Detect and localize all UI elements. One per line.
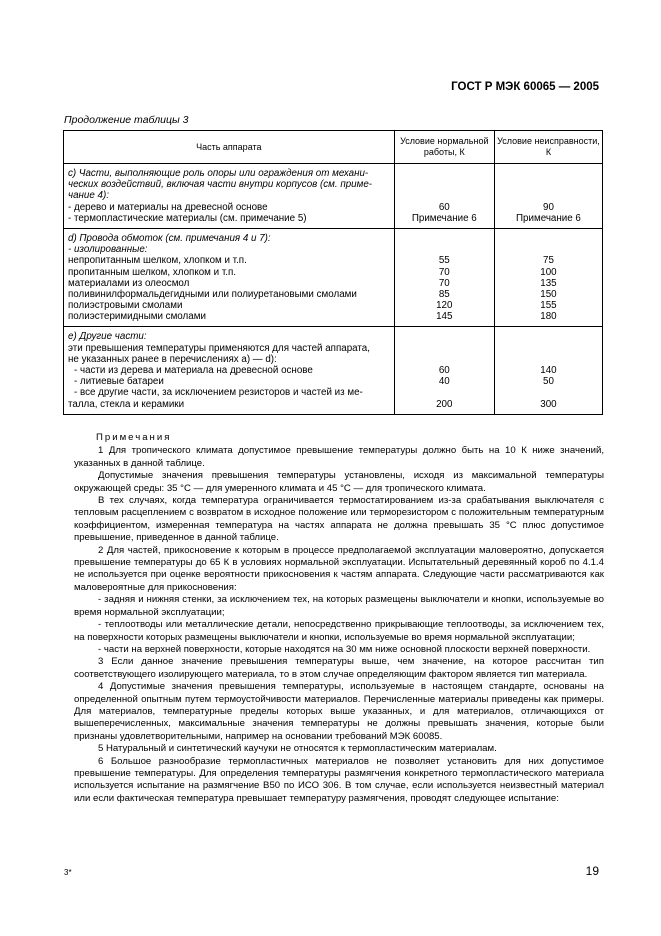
section-c-title: c) Части, выполняющие роль опоры или ограждения от механи- [68,168,369,179]
section-c-normal [394,164,494,229]
row-label: - части из дерева и материала на древесной основе [74,365,313,376]
fault-value: 135 [540,277,557,289]
normal-value: 60 [438,365,450,376]
note-paragraph: - теплоотводы или металлические детали, непосредственно прикрывающие теплоотводы, за исключением тех, на поверхности которых размещены выключатели и кнопки, используемые во время нормальной эксплуатации; [74,619,604,643]
page-number: 19 [585,864,599,878]
section-c-title: чание 4): [68,190,109,202]
row-label: - все другие части, за исключением резисторов и частей из ме- [74,387,363,399]
section-c-fault [494,164,602,229]
fault-value: 90 [543,201,554,213]
normal-value: 70 [438,266,450,278]
section-e-part [64,327,395,414]
row-label: полиэстровыми смолами [68,300,183,312]
normal-value [395,387,494,398]
section-d-fault [494,228,602,327]
table-row-section-e [64,327,603,414]
note-paragraph: Допустимые значения превышения температуры установлены, исходя из максимальной температуры окружающей среды: 35 °С — для умеренного климата и 45 °С — для тропического климата. [74,470,604,494]
row-label: таллa, стекла и керамики [68,398,185,410]
header-fault: Условие неисправности, К [494,131,602,164]
fault-value: 75 [543,255,554,267]
section-e-intro: не указанных ранее в перечислениях а) — d): [68,353,277,365]
note-paragraph: 6 Большое разнообразие термопластичных материалов не позволяет установить для них допустимое превышение температуры. Для определения температуры размягчения конкретного термопластического материала используется испытание на размягчение В50 по ИСО 306. В том случае, если используется неизвестный материал или если фактическая температура превышает температуру размягчения, проводят следующее испытание: [74,755,604,804]
fault-value: 140 [540,365,557,376]
fault-value: 50 [543,376,554,388]
section-d-subtitle: - изолированные: [68,244,148,256]
normal-value: Примечание 6 [411,212,477,224]
section-e-intro: эти превышения температуры применяются для частей аппарата, [68,342,370,354]
temperature-rise-table [63,130,603,415]
header-normal: Условие нормальной работы, К [394,131,494,164]
section-d-title: d) Провода обмоток (см. примечания 4 и 7): [68,232,271,244]
normal-value: 120 [436,300,453,312]
row-label: - термопластические материалы (см. примечание 5) [68,212,307,224]
notes-title: Примечания [96,432,172,443]
table-row-section-c [64,164,603,229]
row-label: непропитанным шелком, хлопком и т.п. [68,255,247,267]
note-paragraph: 1 Для тропического климата допустимое превышение температуры должно быть на 10 К ниже значений, указанных в данной таблице. [74,445,604,469]
fault-value: 180 [540,311,557,323]
row-label: материалами из олеосмол [68,277,190,289]
footer-mark: 3* [64,868,72,877]
normal-value: 70 [438,277,450,289]
row-label: - литиевые батареи [74,376,164,388]
note-paragraph: 5 Натуральный и синтетический каучуки не относятся к термопластическим материалам. [98,743,497,755]
section-c-part [64,164,395,229]
section-e-title: e) Другие части: [68,331,147,343]
table-header-row [64,131,603,164]
row-label: пропитанным шелком, хлопком и т.п. [68,266,236,278]
document-header: ГОСТ Р МЭК 60065 — 2005 [451,81,599,93]
section-e-normal [394,327,494,414]
notes-block [74,432,604,805]
fault-value [495,387,602,398]
table-caption: Продолжение таблицы 3 [64,114,189,126]
note-paragraph: 2 Для частей, прикосновение к которым в процессе предполагаемой эксплуатации маловероятно, допускается превышение температуры до 65 К в условиях нормальной эксплуатации. Испытательный деревянный короб по 4.1.4 не используется при оценке вероятности прикосновения к частям аппарата. Следующие части рассматриваются как маловероятные для прикосновения: [74,544,604,593]
section-d-part [64,228,395,327]
note-paragraph: 4 Допустимые значения превышения температуры, используемые в настоящем стандарте, основаны на определенной опытным путем термоустойчивости материалов. Перечисленные материалы приведены как примеры. Для материалов, температурные пределы которых выше указанных, и для материалов, отличающихся от вышеперечисленных, максимальные значения температуры не должны превышать значения, которые были признаны удовлетворительными, например на основании требований МЭК 60085. [74,681,604,742]
fault-value: Примечание 6 [516,212,581,224]
row-label: - дерево и материалы на древесной основе [68,201,268,213]
note-paragraph: 3 Если данное значение превышения температуры выше, чем значение, на которое рассчитан тип соответствующего изолирующего материала, то в этом случае определяющим фактором является тип материала. [74,656,604,680]
fault-value: 155 [540,300,557,312]
section-c-title: ческих воздействий, включая части внутри корпусов (см. приме- [68,179,373,191]
normal-value: 40 [438,376,450,388]
row-label: поливинилформальдегидными или полиуретановыми смолами [68,288,357,300]
normal-value: 85 [438,288,450,300]
table-row-section-d [64,228,603,327]
fault-value: 300 [540,398,557,410]
fault-value: 100 [540,266,557,278]
note-paragraph: - задняя и нижняя стенки, за исключением тех, на которых размещены выключатели и кнопки, используемые во время нормальной эксплуатации; [74,594,604,618]
fault-value: 150 [540,288,557,300]
normal-value: 200 [436,398,453,410]
row-label: полиэстеримидными смолами [68,311,206,323]
header-part: Часть аппарата [64,131,395,164]
note-paragraph: - части на верхней поверхности, которые находятся на 30 мм ниже основной плоскости верхней поверхности. [98,643,591,655]
normal-value: 55 [438,255,450,267]
normal-value: 145 [436,311,453,323]
normal-value: 60 [438,201,450,213]
section-e-fault [494,327,602,414]
note-paragraph: В тех случаях, когда температура ограничивается термостатированием из-за срабатывания выключателя с тепловым расцеплением с возвратом в исходное положение или терморезистором с положительным температурным коэффициентом, измеренная температура на частях аппарата не должна превышать 35 °С плюс допустимое превышение, приведенное в данной таблице. [74,495,604,544]
section-d-normal [394,228,494,327]
